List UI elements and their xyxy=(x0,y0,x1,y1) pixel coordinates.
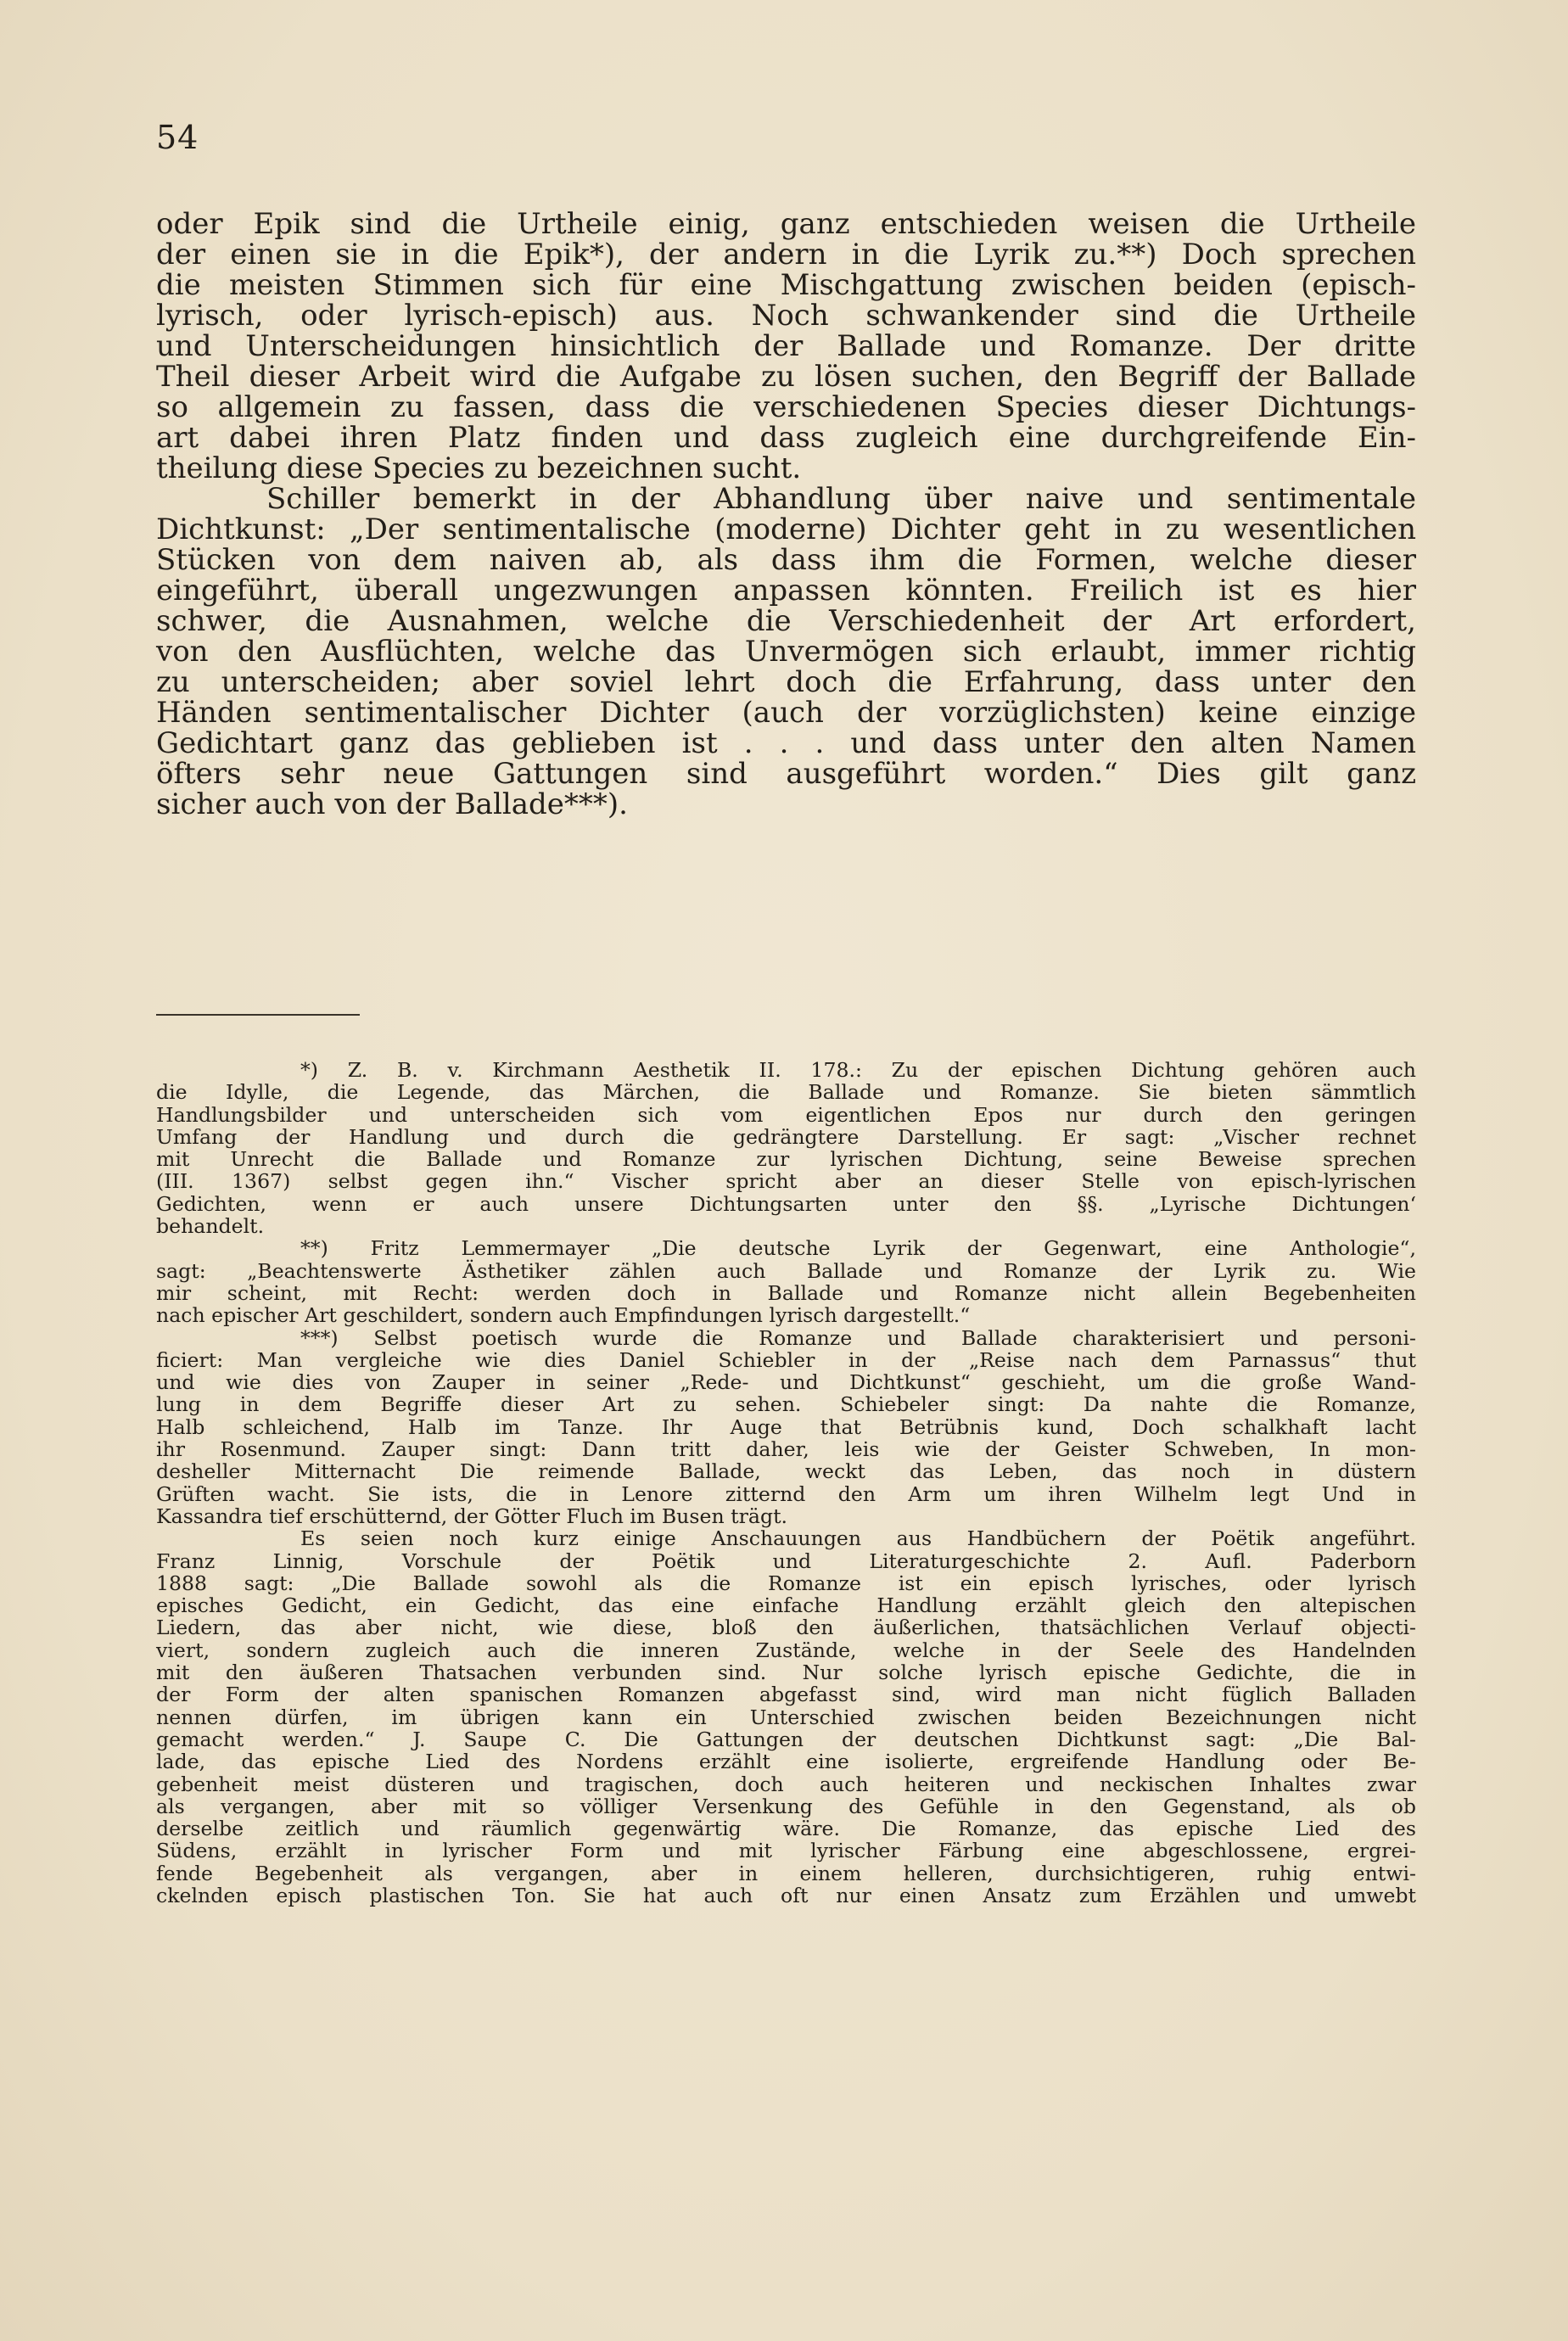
footnote-line: Es seien noch kurz einige Anschauungen aus Handbüchern der Poëtik angeführt. xyxy=(300,1526,1416,1551)
body-line: Schiller bemerkt in der Abhandlung über naive und sentimentale xyxy=(266,482,1416,516)
footnote-line: lade, das epische Lied des Nordens erzählt eine isolierte, ergreifende Handlung oder Be- xyxy=(156,1750,1416,1774)
body-line: Theil dieser Arbeit wird die Aufgabe zu lösen suchen, den Begriff der Ballade xyxy=(156,360,1416,394)
footnote-line: derselbe zeitlich und räumlich gegenwärtig wäre. Die Romanze, das epische Lied des xyxy=(156,1817,1416,1841)
footnote-line: Südens, erzählt in lyrischer Form und mit lyrischer Färbung eine abgeschlossene, ergrei- xyxy=(156,1839,1416,1863)
body-line: theilung diese Species zu bezeichnen sucht. xyxy=(156,451,802,485)
body-line: Stücken von dem naiven ab, als dass ihm die Formen, welche dieser xyxy=(156,543,1416,577)
footnote-line: ficiert: Man vergleiche wie dies Daniel Schiebler in der „Reise nach dem Parnassus“ thut xyxy=(156,1347,1416,1372)
footnote-line: sagt: „Beachtenswerte Ästhetiker zählen auch Ballade und Romanze der Lyrik zu. Wie xyxy=(156,1258,1416,1283)
body-line: Dichtkunst: „Der sentimentalische (moderne) Dichter geht in zu wesentlichen xyxy=(156,512,1416,546)
footnote-line: gebenheit meist düsteren und tragischen, doch auch heiteren und neckischen Inhaltes zwar xyxy=(156,1772,1416,1796)
body-line: sicher auch von der Ballade***). xyxy=(156,787,628,821)
footnote-line: viert, sondern zugleich auch die inneren Zustände, welche in der Seele des Handelnden xyxy=(156,1638,1416,1662)
body-line: von den Ausflüchten, welche das Unvermögen sich erlaubt, immer richtig xyxy=(156,635,1416,669)
footnote-line: lung in dem Begriffe dieser Art zu sehen. Schiebeler singt: Da nahte die Romanze, xyxy=(156,1392,1416,1417)
footnote-line: Liedern, das aber nicht, wie diese, bloß den äußerlichen, thatsächlichen Verlauf objecti- xyxy=(156,1616,1416,1640)
body-line: öfters sehr neue Gattungen sind ausgeführt worden.“ Dies gilt ganz xyxy=(156,757,1416,791)
body-line: lyrisch, oder lyrisch-episch) aus. Noch schwankender sind die Urtheile xyxy=(156,299,1416,333)
footnote-line: Franz Linnig, Vorschule der Poëtik und Literaturgeschichte 2. Aufl. Paderborn xyxy=(156,1549,1416,1573)
footnote-line: episches Gedicht, ein Gedicht, das eine einfache Handlung erzählt gleich den altepischen xyxy=(156,1593,1416,1618)
footnote-line: mit Unrecht die Ballade und Romanze zur lyrischen Dichtung, seine Beweise sprechen xyxy=(156,1147,1416,1172)
footnote-line: Gedichten, wenn er auch unsere Dichtungsarten unter den §§. „Lyrische Dichtungen‘ xyxy=(156,1191,1416,1216)
footnote-line: ckelnden episch plastischen Ton. Sie hat auch oft nur einen Ansatz zum Erzählen und umwebt xyxy=(156,1883,1416,1907)
body-line: zu unterscheiden; aber soviel lehrt doch die Erfahrung, dass unter den xyxy=(156,665,1416,699)
body-line: eingeführt, überall ungezwungen anpassen könnten. Freilich ist es hier xyxy=(156,574,1416,608)
body-line: oder Epik sind die Urtheile einig, ganz entschieden weisen die Urtheile xyxy=(156,207,1416,241)
footnote-line: **) Fritz Lemmermayer „Die deutsche Lyrik der Gegenwart, eine Anthologie“, xyxy=(300,1236,1416,1261)
body-line: Gedichtart ganz das geblieben ist . . . und dass unter den alten Namen xyxy=(156,726,1416,760)
footnote-line: Grüften wacht. Sie ists, die in Lenore zitternd den Arm um ihren Wilhelm legt Und in xyxy=(156,1481,1416,1506)
footnote-line: *) Z. B. v. Kirchmann Aesthetik II. 178.: Zu der epischen Dichtung gehören auch xyxy=(300,1058,1416,1082)
footnote-line: fende Begebenheit als vergangen, aber in einem helleren, durchsichtigeren, ruhig entwi- xyxy=(156,1861,1416,1885)
footnote-line xyxy=(156,1907,1416,1929)
footnote-line: behandelt. xyxy=(156,1214,265,1239)
body-line: art dabei ihren Platz finden und dass zugleich eine durchgreifende Ein- xyxy=(156,421,1416,455)
body-line: so allgemein zu fassen, dass die verschiedenen Species dieser Dichtungs- xyxy=(156,390,1416,424)
footnote-line: Halb schleichend, Halb im Tanze. Ihr Auge that Betrübnis kund, Doch schalkhaft lacht xyxy=(156,1414,1416,1439)
body-line: die meisten Stimmen sich für eine Mischgattung zwischen beiden (episch- xyxy=(156,268,1416,302)
body-line: Händen sentimentalischer Dichter (auch der vorzüglichsten) keine einzige xyxy=(156,696,1416,730)
footnote-line: 1888 sagt: „Die Ballade sowohl als die Romanze ist ein episch lyrisches, oder lyrisch xyxy=(156,1571,1416,1595)
footnote-line: der Form der alten spanischen Romanzen abgefasst sind, wird man nicht füglich Balladen xyxy=(156,1683,1416,1707)
footnote-line: Kassandra tief erschütternd, der Götter Fluch im Busen trägt. xyxy=(156,1504,788,1528)
footnote-line: desheller Mitternacht Die reimende Ballade, weckt das Leben, das noch in düstern xyxy=(156,1459,1416,1484)
footnote-line: und wie dies von Zauper in seiner „Rede- und Dichtkunst“ geschieht, um die große Wand- xyxy=(156,1370,1416,1395)
footnote-line: Umfang der Handlung und durch die gedrängtere Darstellung. Er sagt: „Vischer rechnet xyxy=(156,1124,1416,1149)
footnote-line: mit den äußeren Thatsachen verbunden sind. Nur solche lyrisch epische Gedichte, die in xyxy=(156,1661,1416,1685)
footnote-line: nennen dürfen, im übrigen kann ein Unterschied zwischen beiden Bezeichnungen nicht xyxy=(156,1705,1416,1729)
footnote-line: ihr Rosenmund. Zauper singt: Dann tritt daher, leis wie der Geister Schweben, In mon- xyxy=(156,1437,1416,1462)
footnote-line: gemacht werden.“ J. Saupe C. Die Gattungen der deutschen Dichtkunst sagt: „Die Bal- xyxy=(156,1727,1416,1751)
footnote-line: (III. 1367) selbst gegen ihn.“ Vischer spricht aber an dieser Stelle von episch-lyrischen xyxy=(156,1169,1416,1194)
footnote-line: mir scheint, mit Recht: werden doch in Ballade und Romanze nicht allein Begebenheiten xyxy=(156,1280,1416,1305)
body-line: und Unterscheidungen hinsichtlich der Ballade und Romanze. Der dritte xyxy=(156,329,1416,363)
footnote-line: Handlungsbilder und unterscheiden sich vom eigentlichen Epos nur durch den geringen xyxy=(156,1102,1416,1127)
footnotes xyxy=(156,1059,1416,1929)
footnote-line: ***) Selbst poetisch wurde die Romanze und Ballade charakterisiert und personi- xyxy=(300,1325,1416,1350)
page-number: 54 xyxy=(156,119,199,156)
body-line: der einen sie in die Epik*), der andern in die Lyrik zu.**) Doch sprechen xyxy=(156,238,1416,272)
footnote-line: nach epischer Art geschildert, sondern auch Empfindungen lyrisch dargestellt.“ xyxy=(156,1303,971,1328)
main-text xyxy=(156,209,1416,820)
footnote-line: als vergangen, aber mit so völliger Versenkung des Gefühle in den Gegenstand, als ob xyxy=(156,1794,1416,1818)
footnote-divider xyxy=(156,1014,360,1016)
footnote-line: die Idylle, die Legende, das Märchen, die Ballade und Romanze. Sie bieten sämmtlich xyxy=(156,1080,1416,1105)
body-line: schwer, die Ausnahmen, welche die Verschiedenheit der Art erfordert, xyxy=(156,604,1416,638)
